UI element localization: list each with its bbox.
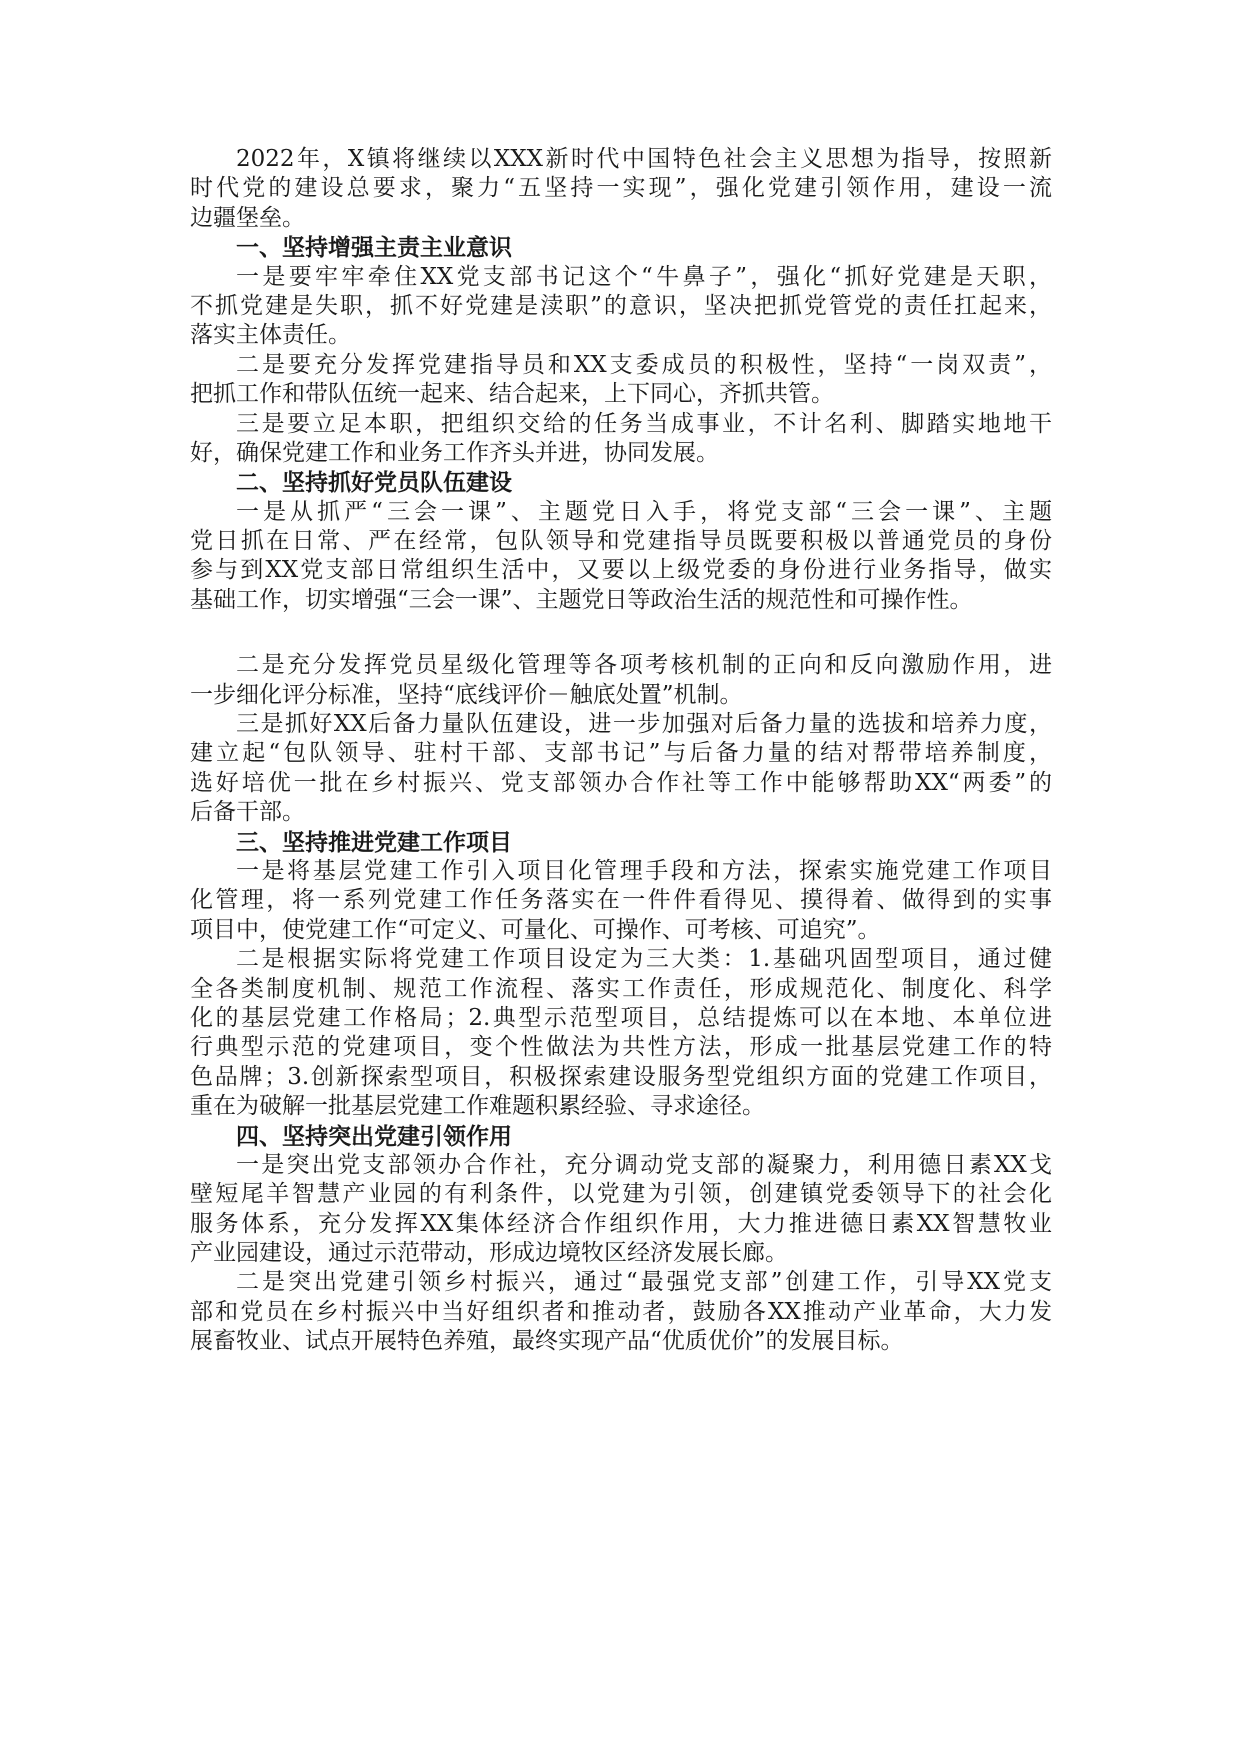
paragraph-line: 一是要牢牢牵住XX党支部书记这个“牛鼻子”，强化“抓好党建是天职，: [236, 263, 1052, 290]
heading-text: 四、坚持突出党建引领作用: [236, 1122, 512, 1150]
paragraph-line: 选好培优一批在乡村振兴、党支部领办合作社等工作中能够帮助XX“两委”的: [190, 769, 1052, 796]
paragraph-line: 展畜牧业、试点开展特色养殖，最终实现产品“优质优价”的发展目标。: [190, 1328, 904, 1355]
paragraph-line: 党日抓在日常、严在经常，包队领导和党建指导员既要积极以普通党员的身份: [190, 528, 1052, 555]
paragraph: [190, 263, 1052, 351]
paragraph: [190, 498, 1052, 616]
paragraph-line: 壁短尾羊智慧产业园的有利条件，以党建为引领，创建镇党委领导下的社会化: [190, 1181, 1052, 1208]
section-heading: [190, 1122, 1052, 1151]
paragraph-line: 二是充分发挥党员星级化管理等各项考核机制的正向和反向激励作用，进: [236, 652, 1052, 679]
section-heading: [190, 828, 1052, 857]
paragraph-line: 化管理，将一系列党建工作任务落实在一件件看得见、摸得着、做得到的实事: [190, 887, 1052, 914]
paragraph-line: 色品牌；3.创新探索型项目，积极探索建设服务型党组织方面的党建工作项目，: [190, 1063, 1052, 1090]
heading-text: 一、坚持增强主责主业意识: [236, 234, 512, 262]
paragraph-line: 项目中，使党建工作“可定义、可量化、可操作、可考核、可追究”。: [190, 916, 881, 943]
paragraph-line: 一是从抓严“三会一课”、主题党日入手，将党支部“三会一课”、主题: [236, 498, 1052, 525]
paragraph-line: 一是将基层党建工作引入项目化管理手段和方法，探索实施党建工作项目: [236, 857, 1052, 884]
paragraph-line: 产业园建设，通过示范带动，形成边境牧区经济发展长廊。: [190, 1240, 788, 1267]
paragraph-line: 二是要充分发挥党建指导员和XX支委成员的积极性，坚持“一岗双责”，: [236, 351, 1052, 378]
paragraph-line: 基础工作，切实增强“三会一课”、主题党日等政治生活的规范性和可操作性。: [190, 586, 973, 613]
heading-text: 二、坚持抓好党员队伍建设: [236, 469, 512, 497]
paragraph-line: 建立起“包队领导、驻村干部、支部书记”与后备力量的结对帮带培养制度，: [190, 740, 1052, 767]
paragraph-line: 参与到XX党支部日常组织生活中，又要以上级党委的身份进行业务指导，做实: [190, 557, 1052, 584]
paragraph-line: 部和党员在乡村振兴中当好组织者和推动者，鼓励各XX推动产业革命，大力发: [190, 1298, 1052, 1325]
paragraph-line: 边疆堡垒。: [190, 204, 305, 231]
paragraph-line: 不抓党建是失职，抓不好党建是渎职”的意识，坚决把抓党管党的责任扛起来，: [190, 292, 1052, 319]
paragraph-line: 全各类制度机制、规范工作流程、落实工作责任，形成规范化、制度化、科学: [190, 975, 1052, 1002]
paragraph-line: 服务体系，充分发挥XX集体经济合作组织作用，大力推进德日素XX智慧牧业: [190, 1210, 1052, 1237]
paragraph-line: 重在为破解一批基层党建工作难题积累经验、寻求途径。: [190, 1093, 765, 1120]
paragraph-line: 时代党的建设总要求，聚力“五坚持一实现”，强化党建引领作用，建设一流: [190, 175, 1052, 202]
paragraph-line: 二是突出党建引领乡村振兴，通过“最强党支部”创建工作，引导XX党支: [236, 1269, 1052, 1296]
paragraph-line: 三是要立足本职，把组织交给的任务当成事业，不计名利、脚踏实地地干: [236, 410, 1052, 437]
paragraph-line: 三是抓好XX后备力量队伍建设，进一步加强对后备力量的选拔和培养力度，: [236, 711, 1052, 738]
paragraph: [190, 145, 1052, 233]
paragraph: [190, 351, 1052, 410]
paragraph: [190, 857, 1052, 945]
blank-line: [190, 615, 1052, 651]
paragraph-line: 行典型示范的党建项目，变个性做法为共性方法，形成一批基层党建工作的特: [190, 1034, 1052, 1061]
paragraph-line: 把抓工作和带队伍统一起来、结合起来，上下同心，齐抓共管。: [190, 381, 834, 408]
paragraph-line: 后备干部。: [190, 799, 305, 826]
document-body: [190, 145, 1052, 1357]
section-heading: [190, 468, 1052, 497]
paragraph-line: 落实主体责任。: [190, 322, 351, 349]
paragraph-line: 一是突出党支部领办合作社，充分调动党支部的凝聚力，利用德日素XX戈: [236, 1151, 1052, 1178]
paragraph: [190, 410, 1052, 469]
paragraph: [190, 945, 1052, 1121]
paragraph: [190, 1151, 1052, 1269]
paragraph: [190, 710, 1052, 828]
heading-text: 三、坚持推进党建工作项目: [236, 828, 512, 856]
paragraph-line: 2022年，X镇将继续以XXX新时代中国特色社会主义思想为指导，按照新: [236, 146, 1052, 172]
paragraph-line: 好，确保党建工作和业务工作齐头并进，协同发展。: [190, 439, 719, 466]
paragraph-line: 一步细化评分标准，坚持“底线评价－触底处置”机制。: [190, 681, 743, 708]
paragraph: [190, 1268, 1052, 1356]
paragraph-line: 化的基层党建工作格局；2.典型示范型项目，总结提炼可以在本地、本单位进: [190, 1004, 1052, 1031]
paragraph: [190, 651, 1052, 710]
section-heading: [190, 233, 1052, 262]
paragraph-line: 二是根据实际将党建工作项目设定为三大类：1.基础巩固型项目，通过健: [236, 946, 1052, 973]
